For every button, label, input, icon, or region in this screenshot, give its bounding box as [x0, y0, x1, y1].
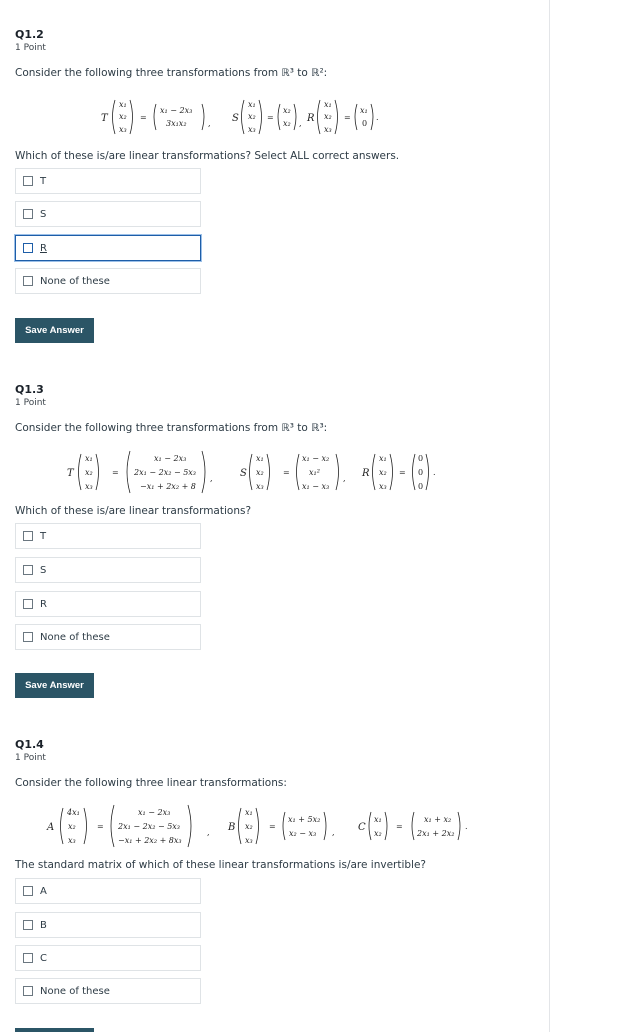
- question-header-q1-2: [15, 28, 535, 53]
- svg-text:x₃: x₃: [248, 125, 256, 134]
- question-points: 1 Point: [15, 398, 46, 408]
- question-text: The standard matrix of which of these linear transformations is/are invertible?: [15, 859, 427, 871]
- svg-text:0: 0: [362, 119, 368, 128]
- option-c[interactable]: [15, 945, 201, 971]
- option-label: A: [40, 885, 47, 897]
- option-none[interactable]: [15, 978, 201, 1004]
- question-text: Which of these is/are linear transformations?: [15, 505, 252, 517]
- question-title: Q1.2: [15, 28, 44, 41]
- svg-text:=: =: [283, 468, 290, 477]
- svg-text:=: =: [396, 822, 403, 831]
- svg-text:S: S: [240, 468, 247, 479]
- math-transformations-q1-2: [98, 96, 438, 138]
- svg-text:,: ,: [343, 474, 346, 483]
- question-title: Q1.4: [15, 738, 44, 751]
- svg-text:,: ,: [207, 828, 210, 837]
- checkbox[interactable]: [23, 920, 33, 930]
- save-answer-button[interactable]: Save Answer: [15, 673, 94, 698]
- svg-text:x₁ − 2x₃: x₁ − 2x₃: [138, 808, 171, 817]
- checkbox[interactable]: [23, 243, 33, 253]
- svg-text:=: =: [344, 113, 351, 122]
- svg-text:2x₁ − 2x₂ − 5x₃: 2x₁ − 2x₂ − 5x₃: [118, 822, 181, 831]
- option-none[interactable]: [15, 624, 201, 650]
- svg-text:−x₁ + 2x₂ + 8x₃: −x₁ + 2x₂ + 8x₃: [118, 836, 182, 845]
- question-header-q1-4: [15, 738, 535, 763]
- svg-text:x₁ − x₃: x₁ − x₃: [302, 482, 330, 491]
- checkbox[interactable]: [23, 531, 33, 541]
- svg-text:.: .: [433, 468, 436, 477]
- svg-text:S: S: [232, 113, 239, 124]
- svg-text:x₁: x₁: [379, 454, 387, 463]
- question-points: 1 Point: [15, 43, 46, 53]
- question-points: 1 Point: [15, 753, 46, 763]
- option-a[interactable]: [15, 878, 201, 904]
- math-transformations-q1-3: [64, 448, 464, 496]
- svg-text:T: T: [101, 113, 108, 124]
- checkbox[interactable]: [23, 276, 33, 286]
- option-r[interactable]: [15, 235, 201, 261]
- option-label: S: [40, 564, 47, 576]
- save-answer-button[interactable]: [15, 1028, 94, 1032]
- option-label: None of these: [40, 631, 110, 643]
- checkbox[interactable]: [23, 599, 33, 609]
- svg-text:x₂: x₂: [379, 468, 387, 477]
- svg-text:A: A: [47, 822, 55, 833]
- svg-text:x₃: x₃: [256, 482, 264, 491]
- svg-text:x₂: x₂: [119, 112, 127, 121]
- svg-text:,: ,: [210, 474, 213, 483]
- question-prompt: Consider the following three transformations from ℝ³ to ℝ³:: [15, 422, 328, 434]
- option-label: None of these: [40, 275, 110, 287]
- svg-text:x₃: x₃: [119, 125, 127, 134]
- svg-text:x₁: x₁: [256, 454, 264, 463]
- svg-text:2x₁ − 2x₂ − 5x₃: 2x₁ − 2x₂ − 5x₃: [134, 468, 197, 477]
- svg-text:B: B: [228, 822, 236, 833]
- checkbox[interactable]: [23, 632, 33, 642]
- right-blank-area: [551, 0, 632, 1032]
- svg-text:x₁: x₁: [360, 106, 368, 115]
- svg-text:x₃: x₃: [68, 836, 76, 845]
- svg-text:x₂: x₂: [248, 112, 256, 121]
- question-prompt: Consider the following three transformations from ℝ³ to ℝ²:: [15, 67, 328, 79]
- svg-text:x₂: x₂: [283, 106, 291, 115]
- question-title: Q1.3: [15, 383, 44, 396]
- option-label: C: [40, 952, 47, 964]
- svg-text:x₂: x₂: [374, 829, 382, 838]
- svg-text:4x₁: 4x₁: [67, 808, 80, 817]
- svg-text:x₁: x₁: [324, 100, 332, 109]
- svg-text:x₂: x₂: [85, 468, 93, 477]
- svg-text:R: R: [307, 113, 315, 124]
- svg-text:=: =: [269, 822, 276, 831]
- svg-text:x₂: x₂: [324, 112, 332, 121]
- option-label: T: [40, 530, 47, 542]
- svg-text:x₁ − 2x₃: x₁ − 2x₃: [154, 454, 187, 463]
- question-header-q1-3: [15, 383, 535, 408]
- option-label: None of these: [40, 985, 110, 997]
- svg-text:x₁ + x₂: x₁ + x₂: [424, 815, 452, 824]
- svg-text:x₁²: x₁²: [309, 468, 320, 477]
- option-s[interactable]: [15, 201, 201, 227]
- svg-text:R: R: [362, 468, 370, 479]
- checkbox[interactable]: [23, 565, 33, 575]
- svg-text:0: 0: [418, 482, 424, 491]
- checkbox[interactable]: [23, 986, 33, 996]
- svg-text:0: 0: [418, 454, 424, 463]
- svg-text:=: =: [97, 822, 104, 831]
- svg-text:2x₁ + 2x₂: 2x₁ + 2x₂: [417, 829, 455, 838]
- svg-text:0: 0: [418, 468, 424, 477]
- math-transformations-q1-4: [44, 802, 494, 850]
- svg-text:.: .: [376, 113, 379, 122]
- checkbox[interactable]: [23, 176, 33, 186]
- svg-text:=: =: [112, 468, 119, 477]
- svg-text:=: =: [140, 113, 147, 122]
- svg-text:x₂: x₂: [256, 468, 264, 477]
- option-label: S: [40, 208, 47, 220]
- svg-text:=: =: [267, 113, 274, 122]
- svg-text:x₂ − x₃: x₂ − x₃: [289, 829, 317, 838]
- option-s[interactable]: [15, 557, 201, 583]
- svg-text:x₁ + 5x₂: x₁ + 5x₂: [288, 815, 321, 824]
- svg-text:x₁: x₁: [85, 454, 93, 463]
- option-b[interactable]: [15, 912, 201, 938]
- svg-text:x₃: x₃: [245, 836, 253, 845]
- checkbox[interactable]: [23, 886, 33, 896]
- option-none[interactable]: [15, 268, 201, 294]
- option-t[interactable]: [15, 168, 201, 194]
- svg-text:x₃: x₃: [85, 482, 93, 491]
- svg-text:x₁: x₁: [248, 100, 256, 109]
- svg-text:=: =: [399, 468, 406, 477]
- svg-text:x₃: x₃: [379, 482, 387, 491]
- svg-text:x₁: x₁: [245, 808, 253, 817]
- svg-text:3x₁x₂: 3x₁x₂: [166, 119, 187, 128]
- svg-text:x₁ − x₂: x₁ − x₂: [302, 454, 330, 463]
- svg-text:x₁: x₁: [374, 815, 382, 824]
- svg-text:x₁: x₁: [119, 100, 127, 109]
- option-label: R: [40, 242, 47, 254]
- save-answer-button[interactable]: Save Answer: [15, 318, 94, 343]
- option-t[interactable]: [15, 523, 201, 549]
- svg-text:x₁ − 2x₃: x₁ − 2x₃: [160, 106, 193, 115]
- option-label: T: [40, 175, 47, 187]
- svg-text:.: .: [465, 822, 468, 831]
- question-prompt: Consider the following three linear transformations:: [15, 777, 287, 789]
- svg-text:,: ,: [208, 119, 211, 128]
- option-r[interactable]: [15, 591, 201, 617]
- svg-text:x₂: x₂: [68, 822, 76, 831]
- svg-text:C: C: [358, 822, 366, 833]
- svg-text:x₂: x₂: [245, 822, 253, 831]
- svg-text:x₂: x₂: [283, 119, 291, 128]
- svg-text:−x₁ + 2x₂ + 8: −x₁ + 2x₂ + 8: [140, 482, 196, 491]
- checkbox[interactable]: [23, 953, 33, 963]
- option-label: B: [40, 919, 47, 931]
- checkbox[interactable]: [23, 209, 33, 219]
- option-label: R: [40, 598, 47, 610]
- svg-text:T: T: [67, 468, 74, 479]
- svg-text:,: ,: [332, 828, 335, 837]
- question-text: Which of these is/are linear transformations? Select ALL correct answers.: [15, 150, 400, 162]
- svg-text:,: ,: [299, 119, 302, 128]
- svg-text:x₃: x₃: [324, 125, 332, 134]
